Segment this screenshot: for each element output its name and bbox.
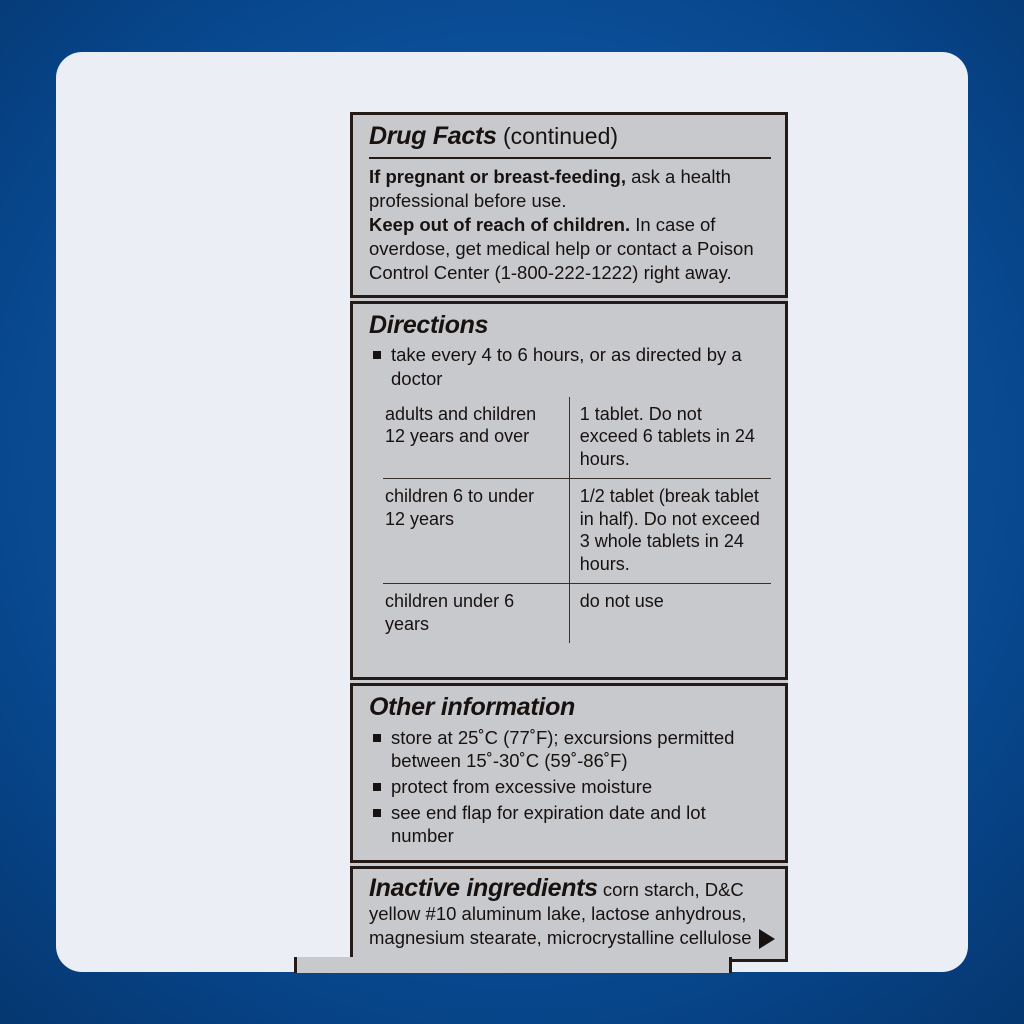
product-label-card: [56, 52, 968, 972]
other-information-box: [350, 683, 788, 863]
directions-heading: Directions: [369, 310, 489, 339]
triangle-right-icon: [759, 929, 775, 949]
pregnancy-warning: [369, 165, 771, 213]
children-warning-bold: Keep out of reach of children.: [369, 213, 631, 235]
list-item: see end flap for expiration date and lot number: [369, 801, 771, 848]
pregnancy-warning-bold: If pregnant or breast-feeding,: [369, 165, 626, 187]
pregnancy-warning-text: ask a health professional before use.: [369, 165, 731, 211]
directions-box: [350, 301, 788, 680]
drug-facts-panel: [350, 112, 788, 962]
children-warning: [369, 213, 771, 285]
drug-facts-title: Drug Facts: [369, 122, 497, 150]
title-divider: [369, 157, 771, 159]
dose-group-cell: children 6 to under 12 years: [383, 479, 569, 584]
other-information-heading-line: [369, 694, 771, 722]
list-item: take every 4 to 6 hours, or as directed by a doctor: [369, 343, 771, 390]
drug-facts-title-line: [369, 123, 771, 151]
drug-facts-continued-label: (continued): [496, 123, 619, 149]
table-row: [383, 397, 771, 479]
dosing-table: [383, 397, 771, 644]
dose-group-cell: children under 6 years: [383, 584, 569, 644]
children-warning-text: In case of overdose, get medical help or contact a Poison Control Center (1-800-222-1222) right away.: [369, 213, 754, 283]
table-row: [383, 584, 771, 644]
inactive-ingredients-heading: Inactive ingredients: [369, 873, 598, 902]
dose-group-cell: adults and children 12 years and over: [383, 397, 569, 479]
inactive-ingredients-box: [350, 866, 788, 962]
directions-heading-line: [369, 312, 771, 340]
inactive-ingredients-text: corn starch, D&C yellow #10 aluminum lake, lactose anhydrous, magnesium stearate, microcrystalline cellulose: [369, 878, 752, 949]
dose-amount-cell: 1 tablet. Do not exceed 6 tablets in 24 hours.: [569, 397, 771, 479]
other-information-list: [369, 726, 771, 848]
directions-bullet-list: [369, 343, 771, 390]
list-item: store at 25˚C (77˚F); excursions permitted between 15˚-30˚C (59˚-86˚F): [369, 726, 771, 773]
list-item: protect from excessive moisture: [369, 775, 771, 799]
inactive-ingredients-line: [369, 875, 771, 951]
panel-bottom-crop: [294, 957, 732, 973]
other-information-heading: Other information: [369, 693, 576, 722]
dose-amount-cell: 1/2 tablet (break tablet in half). Do not exceed 3 whole tablets in 24 hours.: [569, 479, 771, 584]
drug-facts-header-box: [350, 112, 788, 298]
table-row: [383, 479, 771, 584]
dose-amount-cell: do not use: [579, 591, 664, 612]
